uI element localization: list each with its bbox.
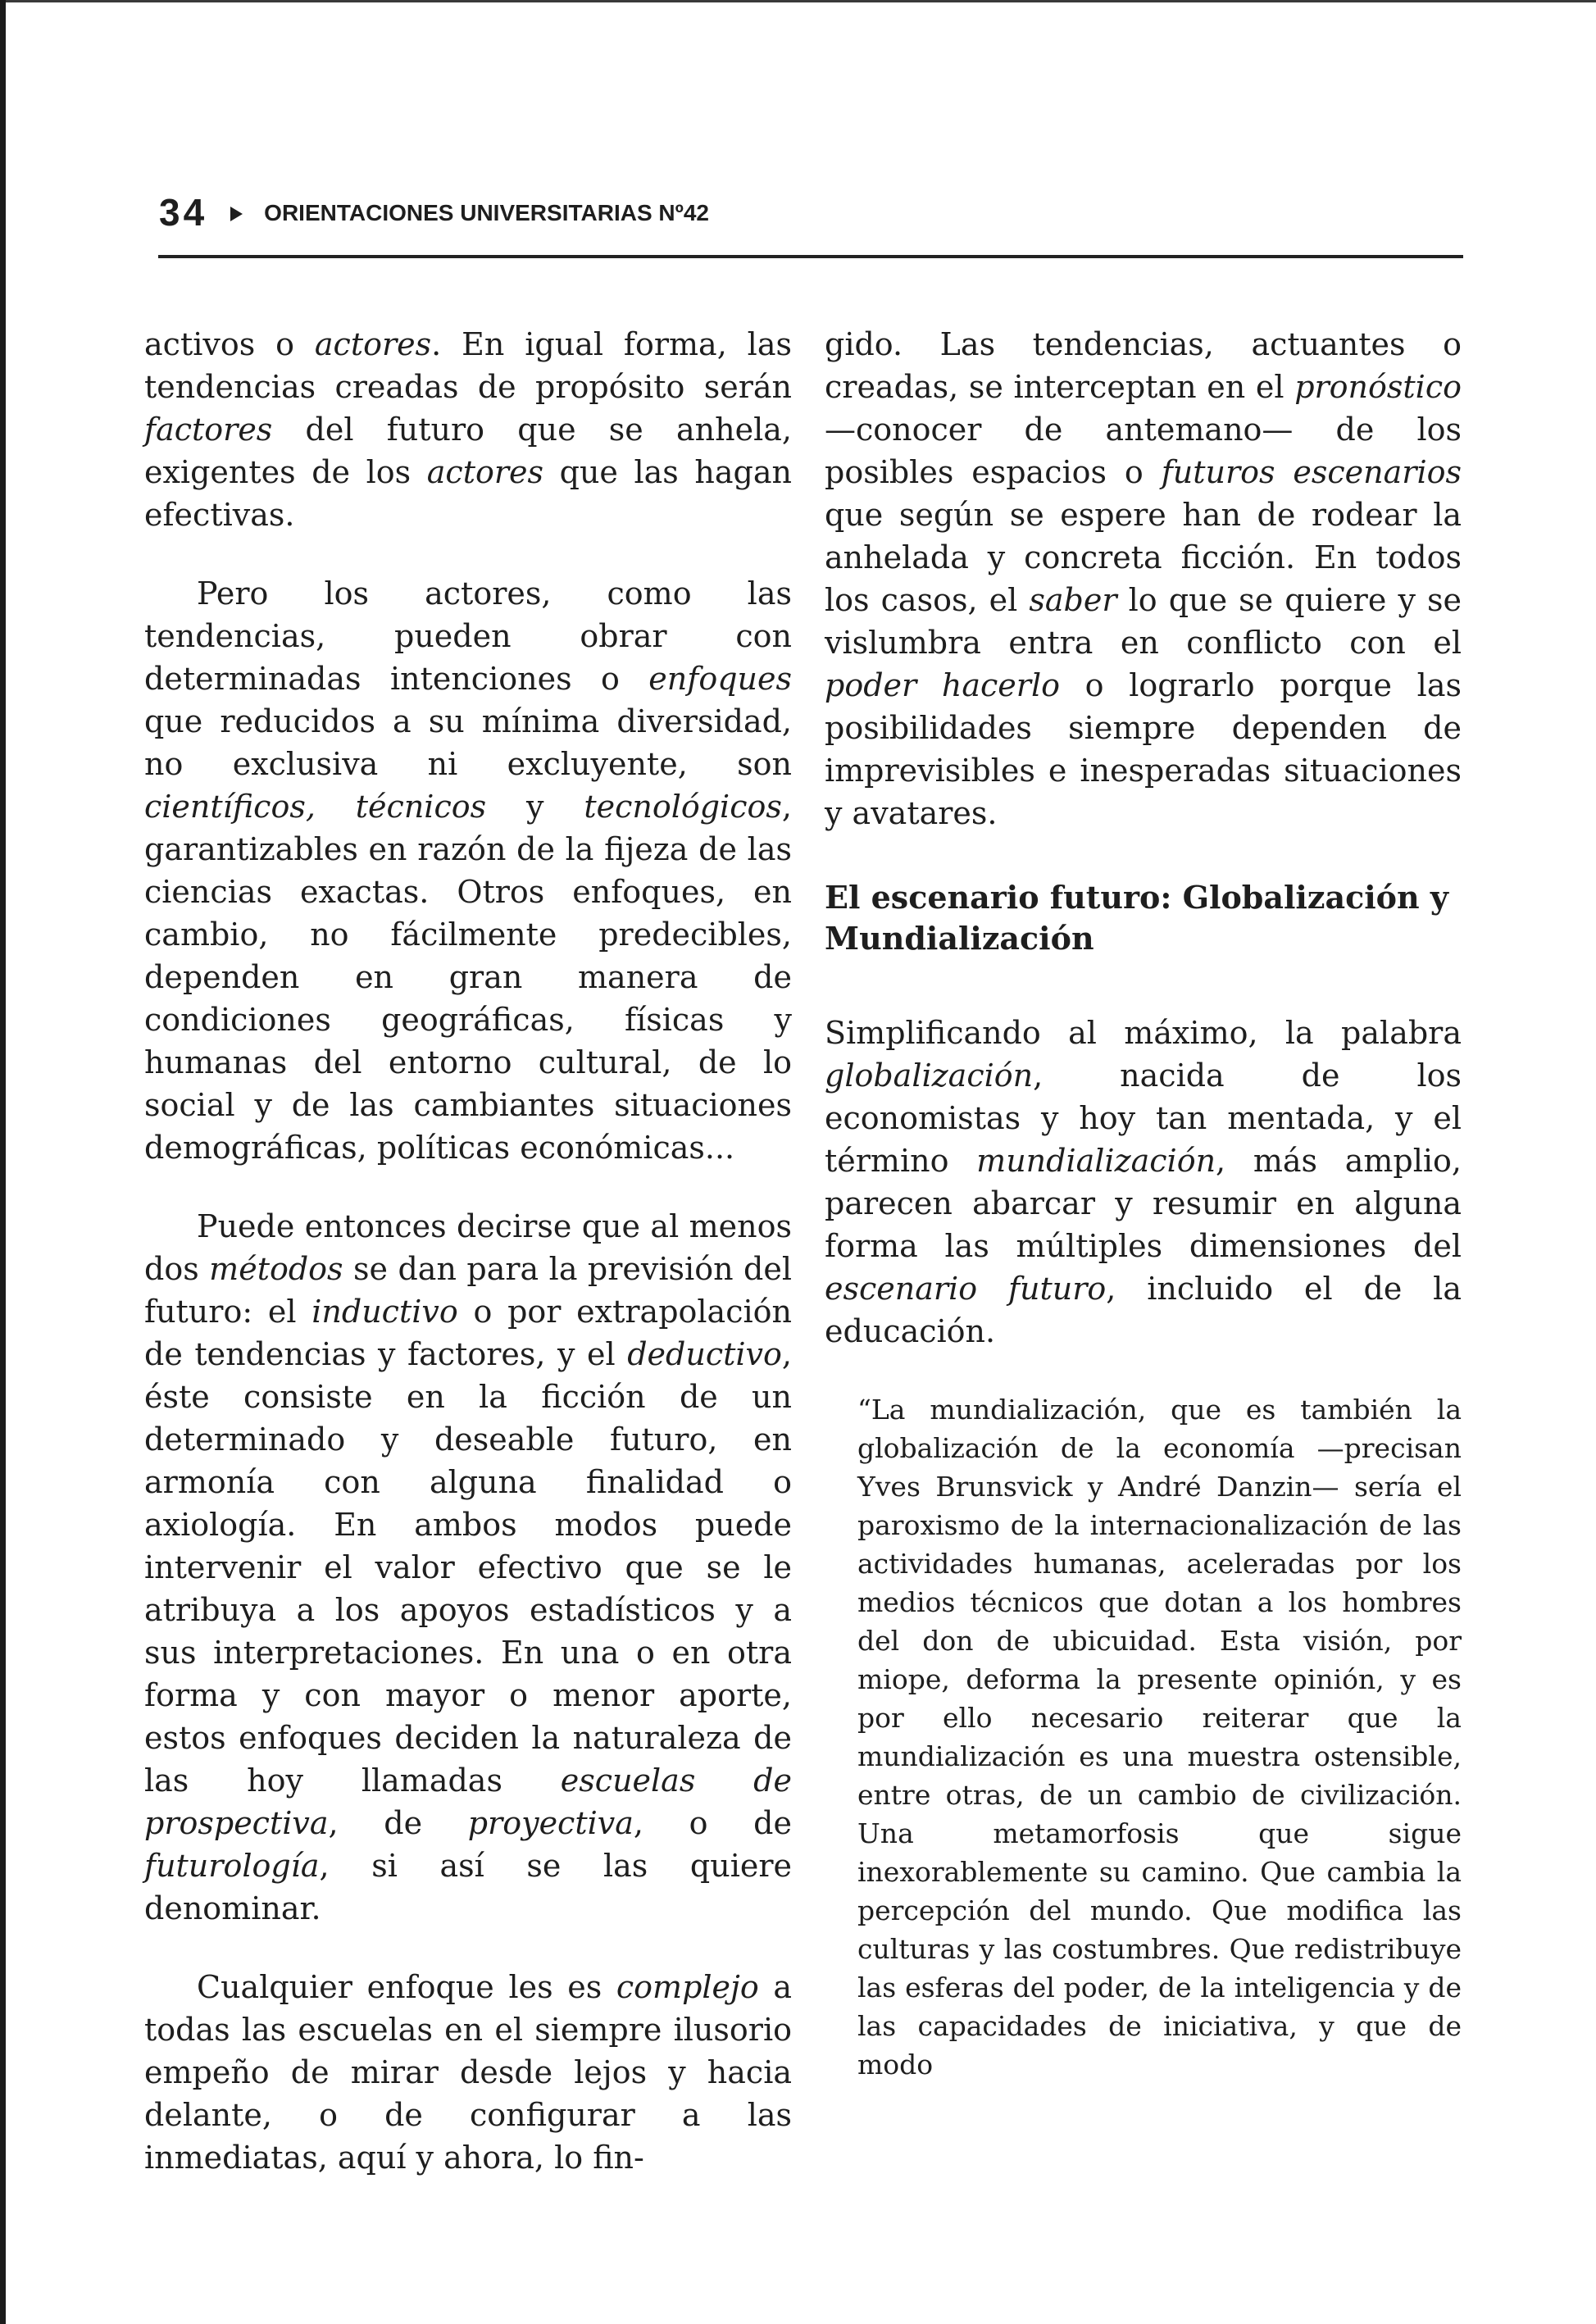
- left-paragraph-2: Pero los actores, como las tendencias, pueden obrar con determinadas intenciones o enfoques que reducidos a su mínima diversidad, no exclusiva ni excluyente, son científicos, técnicos y tecnológicos, garantizables en razón de la fijeza de las ciencias exactas. Otros enfoques, en cambio, no fácilmente predecibles, dependen en gran manera de condiciones geográficas, físicas y humanas del entorno cultural, de lo social y de las cambiantes situaciones demográficas, políticas económicas...: [144, 575, 792, 1166]
- right-paragraph-1: gido. Las tendencias, actuantes o creadas, se interceptan en el pronóstico —conocer de antemano— de los posibles espacios o futuros escenarios que según se espere han de rodear la anhelada y concreta ficción. En todos los casos, el saber lo que se quiere y se vislumbra entra en conflicto con el poder hacerlo o lograrlo porque las posibilidades siempre dependen de imprevisibles e inesperadas situaciones y avatares.: [825, 326, 1462, 831]
- emphasis: actores: [426, 454, 544, 490]
- emphasis: escenario futuro: [825, 1271, 1107, 1307]
- emphasis: futuros escenarios: [1161, 454, 1462, 490]
- emphasis: enfoques: [648, 661, 792, 697]
- header-rule: [158, 255, 1463, 258]
- scan-edge-left: [0, 0, 6, 2324]
- emphasis: globalización: [825, 1057, 1034, 1094]
- left-column: [144, 323, 792, 2179]
- emphasis: factores: [144, 412, 273, 448]
- emphasis: inductivo: [311, 1294, 458, 1330]
- page-number: 34: [159, 191, 208, 234]
- scan-edge-top: [0, 0, 1596, 2]
- emphasis: escuelas de prospectiva: [144, 1762, 792, 1841]
- arrow-right-icon: [230, 207, 243, 221]
- emphasis: mundialización: [976, 1143, 1216, 1179]
- emphasis: métodos: [209, 1251, 343, 1287]
- emphasis: saber: [1029, 582, 1117, 618]
- block-quote: “La mundialización, que es también la globalización de la economía —precisan Yves Brunsvick y André Danzin— sería el paroxismo de la internacionalización de las actividades humanas, aceleradas por los medios técnicos que dotan a los hombres del don de ubicuidad. Esta visión, por miope, deforma la presente opinión, y es por ello necesario reiterar que la mundialización es una muestra ostensible, entre otras, de un cambio de civilización. Una metamorfosis que sigue inexorablemente su camino. Que cambia la percepción del mundo. Que modifica las culturas y las costumbres. Que redistribuye las esferas del poder, de la inteligencia y de las capacidades de iniciativa, y que de modo: [857, 1394, 1462, 2081]
- journal-title: ORIENTACIONES UNIVERSITARIAS Nº42: [264, 200, 709, 225]
- left-paragraph-4: Cualquier enfoque les es complejo a todas las escuelas en el siempre ilusorio empeño de mirar desde lejos y hacia delante, o de configurar a las inmediatas, aquí y ahora, lo fin-: [144, 1969, 793, 2176]
- right-paragraph-2: Simplificando al máximo, la palabra globalización, nacida de los economistas y hoy tan mentada, y el término mundialización, más amplio, parecen abarcar y resumir en alguna forma las múltiples dimensiones del escenario futuro, incluido el de la educación.: [825, 1015, 1462, 1349]
- emphasis: futurología: [144, 1848, 320, 1884]
- emphasis: pronóstico: [1294, 369, 1462, 405]
- right-column: [825, 323, 1462, 2084]
- section-heading: El escenario futuro: Globalización y Mundialización: [825, 879, 1448, 957]
- emphasis: deductivo: [627, 1336, 782, 1372]
- left-paragraph-3: Puede entonces decirse que al menos dos métodos se dan para la previsión del futuro: el inductivo o por extrapolación de tendencias y factores, y el deductivo, éste consiste en la ficción de un determinado y deseable futuro, en armonía con alguna finalidad o axiología. En ambos modos puede intervenir el valor efectivo que se le atribuya a los apoyos estadísticos y a sus interpretaciones. En una o en otra forma y con mayor o menor aporte, estos enfoques deciden la naturaleza de las hoy llamadas escuelas de prospectiva, de proyectiva, o de futurología, si así se las quiere denominar.: [144, 1208, 792, 1926]
- emphasis: poder hacerlo: [825, 667, 1060, 703]
- emphasis: científicos, técnicos: [144, 789, 487, 825]
- emphasis: proyectiva: [467, 1805, 634, 1841]
- emphasis: tecnológicos: [584, 789, 782, 825]
- emphasis: actores: [314, 326, 432, 362]
- left-paragraph-1: activos o actores. En igual forma, las tendencias creadas de propósito serán factores del futuro que se anhela, exigentes de los actores que las hagan efectivas.: [144, 326, 792, 533]
- emphasis: complejo: [616, 1969, 759, 2005]
- running-header: [159, 182, 709, 233]
